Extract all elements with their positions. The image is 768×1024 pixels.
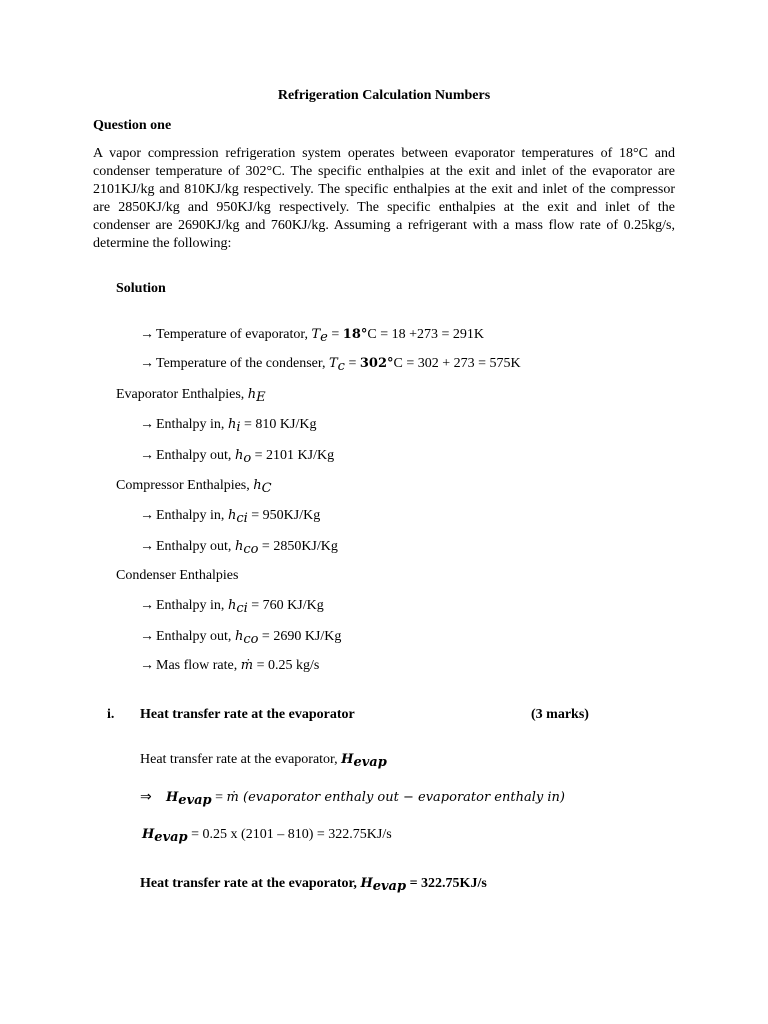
subscript: ci <box>236 601 248 616</box>
question-line: condenser temperature of 302°C. The specific enthalpies at the exit and inlet of the evaporator are <box>93 164 675 179</box>
page-title: Refrigeration Calculation Numbers <box>277 88 491 103</box>
value: 18° <box>342 327 368 342</box>
label: Heat transfer rate at the evaporator, <box>140 876 361 891</box>
value: = 2850KJ/Kg <box>258 539 338 554</box>
heat-transfer-intro <box>140 751 387 769</box>
result: C = 18 +273 = 291K <box>367 327 485 342</box>
symbol: H <box>142 827 155 842</box>
subscript: E <box>256 390 266 405</box>
equals: = <box>327 327 343 342</box>
mass-flow-rate-line <box>140 657 319 675</box>
subscript: evap <box>372 879 407 894</box>
question-heading: Question one <box>93 118 172 133</box>
arrow-icon: → <box>140 417 154 432</box>
subscript: evap <box>353 755 387 770</box>
arrow-icon: → <box>140 448 154 463</box>
label: Enthalpy in, <box>156 598 228 613</box>
label: Enthalpy in, <box>156 508 228 523</box>
symbol: h <box>234 448 244 463</box>
subscript: co <box>243 632 259 647</box>
value: = 0.25 x (2101 – 810) = 322.75KJ/s <box>187 827 392 842</box>
solution-heading: Solution <box>116 281 166 296</box>
arrow-icon: → <box>140 356 154 371</box>
implies-icon: ⇒ <box>140 790 152 805</box>
symbol: h <box>234 629 244 644</box>
value: = 322.75KJ/s <box>406 876 487 891</box>
part-number: i. <box>107 707 115 722</box>
value: = 760 KJ/Kg <box>247 598 324 613</box>
value: = 810 KJ/Kg <box>240 417 317 432</box>
arrow-icon: → <box>140 629 154 644</box>
label: Temperature of evaporator, <box>156 327 312 342</box>
question-line: are 2850KJ/kg and 950KJ/kg respectively. The specific enthalpies at the exit and inlet of the <box>93 200 675 215</box>
subscript: ci <box>236 511 248 526</box>
subscript: evap <box>178 793 212 808</box>
label: Temperature of the condenser, <box>156 356 329 371</box>
symbol: h <box>227 508 237 523</box>
formula: ṁ (evaporator enthaly out − evaporator enthaly in) <box>226 790 565 805</box>
arrow-icon: → <box>140 658 154 673</box>
evaporator-enthalpies-heading <box>116 386 266 404</box>
symbol: T <box>311 327 321 342</box>
value: 302° <box>359 356 394 371</box>
question-line: condenser are 2690KJ/kg and 760KJ/kg. Assuming a refrigerant with a mass flow rate of 0.25kg/s, <box>93 218 675 233</box>
condenser-temperature-line <box>140 355 521 373</box>
arrow-icon: → <box>140 598 154 613</box>
value: = 2101 KJ/Kg <box>251 448 335 463</box>
condenser-enthalpies-heading: Condenser Enthalpies <box>116 568 239 583</box>
evaporator-enthalpy-out-line <box>140 447 334 465</box>
compressor-enthalpy-out-line <box>140 538 338 556</box>
value: = 0.25 kg/s <box>253 658 320 673</box>
result: C = 302 + 273 = 575K <box>393 356 521 371</box>
arrow-icon: → <box>140 539 154 554</box>
heat-transfer-result <box>140 875 487 893</box>
subscript: evap <box>154 830 188 845</box>
symbol: T <box>329 356 338 371</box>
subscript: o <box>243 451 252 466</box>
symbol: h <box>253 478 262 493</box>
label: Enthalpy out, <box>156 448 235 463</box>
heat-transfer-formula <box>140 789 565 807</box>
condenser-enthalpy-in-line <box>140 597 324 615</box>
compressor-enthalpies-heading <box>116 477 272 495</box>
part-heading: Heat transfer rate at the evaporator <box>140 707 355 722</box>
arrow-icon: → <box>140 508 154 523</box>
subscript: C <box>261 481 272 496</box>
compressor-enthalpy-in-line <box>140 507 320 525</box>
symbol: h <box>227 417 237 432</box>
equals: = <box>344 356 360 371</box>
symbol: H <box>360 876 373 891</box>
arrow-icon: → <box>140 327 154 342</box>
subscript: c <box>337 359 345 374</box>
subscript: e <box>320 330 328 345</box>
symbol: H <box>341 752 354 767</box>
question-line: A vapor compression refrigeration system operates between evaporator temperatures of 18°C and <box>93 146 675 161</box>
equals: = <box>211 790 227 805</box>
symbol: h <box>247 387 257 402</box>
label: Enthalpy out, <box>156 539 235 554</box>
label: Mas flow rate, <box>156 658 241 673</box>
question-paragraph <box>93 145 675 253</box>
heat-transfer-calculation <box>142 826 392 844</box>
evaporator-temperature-line <box>140 326 484 344</box>
question-line: 2101KJ/kg and 810KJ/kg respectively. The specific enthalpies at the exit and inlet of the compressor <box>93 182 675 197</box>
label: Compressor Enthalpies, <box>116 478 254 493</box>
symbol: ṁ <box>240 658 254 673</box>
label: Heat transfer rate at the evaporator, <box>140 752 342 767</box>
condenser-enthalpy-out-line <box>140 628 341 646</box>
subscript: co <box>243 542 259 557</box>
value: = 2690 KJ/Kg <box>258 629 342 644</box>
part-marks: (3 marks) <box>531 707 589 722</box>
label: Evaporator Enthalpies, <box>116 387 248 402</box>
symbol: H <box>166 790 179 805</box>
value: = 950KJ/Kg <box>247 508 321 523</box>
label: Enthalpy out, <box>156 629 235 644</box>
label: Enthalpy in, <box>156 417 228 432</box>
symbol: h <box>227 598 237 613</box>
subscript: i <box>236 420 241 435</box>
symbol: h <box>234 539 244 554</box>
evaporator-enthalpy-in-line <box>140 416 316 434</box>
question-line: determine the following: <box>93 236 232 251</box>
